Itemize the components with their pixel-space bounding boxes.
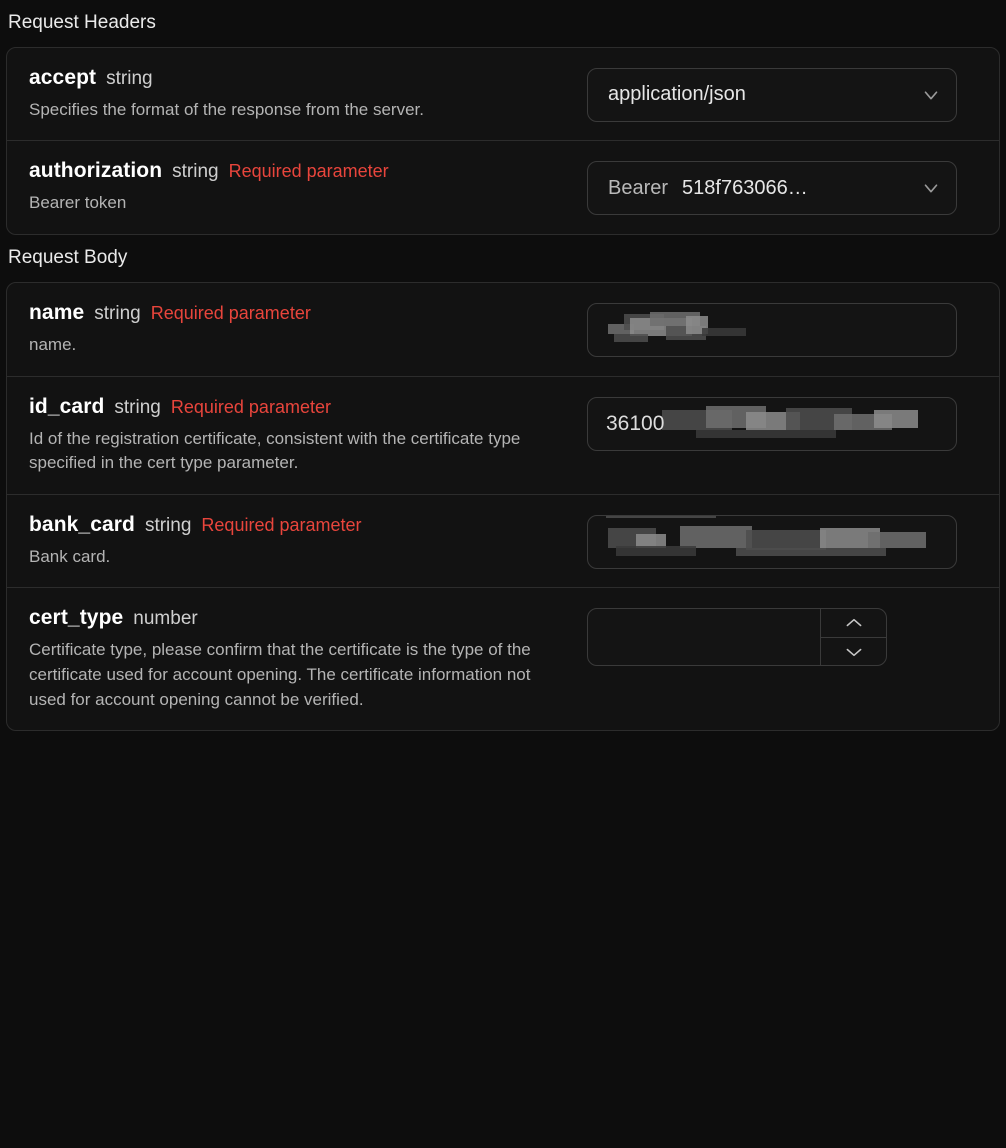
param-control-id-card [587, 395, 977, 451]
param-type-cert-type: number [133, 608, 198, 630]
request-headers-title: Request Headers [8, 12, 156, 33]
param-description-bank-card: Bank card. [29, 546, 111, 566]
param-name-authorization: authorization [29, 159, 163, 183]
param-required-authorization: Required parameter [228, 161, 389, 182]
id-card-input-value: 36100 [606, 411, 665, 435]
request-headers-panel [6, 47, 1000, 235]
name-input[interactable] [587, 303, 957, 357]
cert-type-stepper [820, 609, 886, 665]
param-info-name [29, 301, 571, 358]
param-type-authorization: string [172, 161, 219, 183]
param-description-id-card: Id of the registration certificate, consistent with the certificate type specified in the cert type parameter. [29, 428, 521, 473]
chevron-down-icon [920, 84, 942, 106]
param-info-id-card [29, 395, 571, 476]
request-body-title: Request Body [8, 247, 128, 269]
param-row-name [7, 283, 999, 376]
authorization-select[interactable] [587, 161, 957, 215]
param-info-authorization [29, 159, 571, 216]
param-row-accept [7, 48, 999, 141]
cert-type-field[interactable] [588, 609, 820, 665]
name-value-redacted [606, 304, 938, 356]
param-row-authorization [7, 140, 999, 234]
param-name-name: name [29, 300, 85, 324]
param-row-cert-type [7, 587, 999, 730]
authorization-scheme: Bearer [608, 176, 669, 199]
id-card-value-redacted [606, 398, 938, 450]
bank-card-input[interactable] [587, 515, 957, 569]
param-header-name [29, 301, 571, 325]
param-required-name: Required parameter [150, 302, 311, 323]
param-name-cert-type: cert_type [29, 606, 124, 630]
authorization-value [608, 177, 808, 200]
authorization-token: 518f763066… [682, 176, 808, 199]
param-description-name: name. [29, 334, 77, 354]
chevron-down-icon [920, 177, 942, 199]
param-header-accept [29, 66, 571, 90]
param-required-bank-card: Required parameter [201, 514, 362, 535]
param-control-cert-type [587, 606, 977, 666]
stepper-up-icon[interactable] [821, 609, 886, 637]
param-info-accept [29, 66, 571, 123]
param-description-accept: Specifies the format of the response from the server. [29, 99, 424, 119]
param-required-id-card: Required parameter [170, 396, 331, 417]
param-control-authorization [587, 159, 977, 215]
param-info-cert-type [29, 606, 571, 712]
param-header-cert-type [29, 606, 571, 630]
param-header-id-card [29, 395, 571, 419]
param-description-cert-type: Certificate type, please confirm that the certificate is the type of the certificate used for account opening. The certificate information not used for account opening cannot be verified. [29, 640, 531, 709]
param-row-id-card [7, 376, 999, 494]
param-header-bank-card [29, 513, 571, 537]
id-card-input[interactable] [587, 397, 957, 451]
param-name-accept: accept [29, 65, 97, 89]
param-control-bank-card [587, 513, 977, 569]
param-type-name: string [94, 302, 141, 324]
stepper-down-icon[interactable] [821, 637, 886, 665]
cert-type-number-input[interactable] [587, 608, 887, 666]
param-info-bank-card [29, 513, 571, 570]
param-row-bank-card [7, 494, 999, 588]
param-type-bank-card: string [144, 514, 192, 536]
param-name-id-card: id_card [29, 394, 105, 418]
param-description-authorization: Bearer token [29, 193, 127, 213]
accept-select-value: application/json [608, 83, 746, 106]
accept-select[interactable] [587, 68, 957, 122]
request-body-panel [6, 282, 1000, 731]
param-type-id-card: string [114, 396, 161, 418]
param-name-bank-card: bank_card [29, 512, 135, 536]
param-control-name [587, 301, 977, 357]
param-header-authorization [29, 159, 571, 183]
param-control-accept [587, 66, 977, 122]
param-type-accept: string [106, 67, 153, 89]
bank-card-value-redacted [606, 516, 938, 568]
